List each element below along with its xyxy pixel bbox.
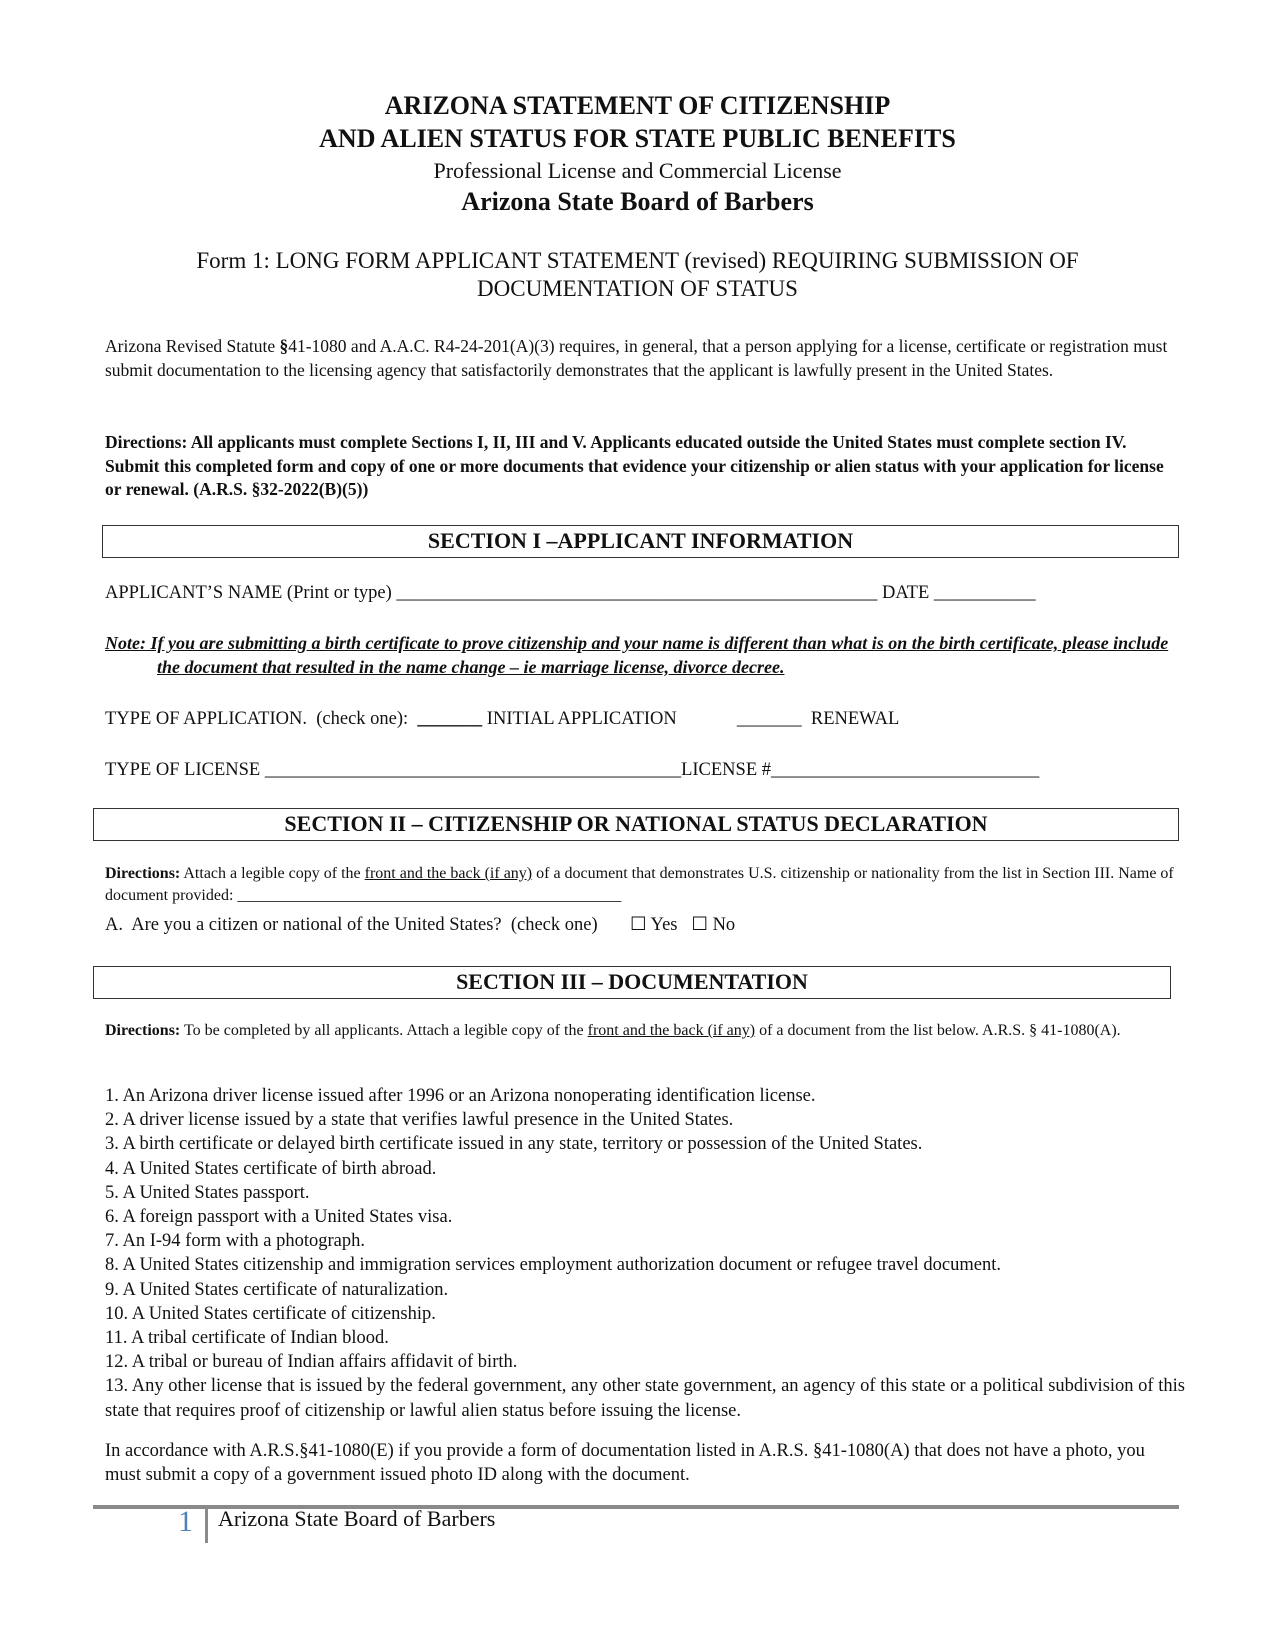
document-list (105, 1084, 1185, 1423)
directions-label: Directions: (105, 1022, 181, 1039)
renewal-label: RENEWAL (810, 709, 900, 729)
list-item: 11. A tribal certificate of Indian blood. (105, 1328, 389, 1349)
directions-label: Directions: (105, 865, 181, 882)
document-name-field: of a document that demonstrates U.S. citizenship or nationality from the list in Section III. Name of document provided: ________________________________________________ (105, 865, 1174, 904)
note-text: Note: If you are submitting a birth certificate to prove citizenship and your name is different than what is on the birth certificate, please include the document that resulted in the name change – ie marriage license, divorce decree. (105, 633, 1169, 677)
list-item: 4. A United States certificate of birth abroad. (105, 1158, 437, 1179)
board-name: Arizona State Board of Barbers (461, 187, 814, 216)
citizen-question: A. Are you a citizen or national of the United States? (check one) (105, 915, 598, 935)
directions-underlined: front and the back (if any) (364, 865, 533, 882)
footer-text: Arizona State Board of Barbers (218, 1506, 496, 1531)
section-2-directions (105, 863, 1180, 907)
directions-text: To be completed by all applicants. Attach a legible copy of the (180, 1022, 588, 1039)
list-item: 12. A tribal or bureau of Indian affairs affidavit of birth. (105, 1352, 518, 1373)
section-2-header: SECTION II – CITIZENSHIP OR NATIONAL STATUS DECLARATION (93, 808, 1179, 841)
no-checkbox[interactable]: ☐ No (691, 915, 736, 935)
list-item: 1. An Arizona driver license issued after 1996 or an Arizona nonoperating identification license. (105, 1086, 816, 1106)
directions-text-end: of a document from the list below. A.R.S. § 41-1080(A). (755, 1022, 1121, 1039)
list-item: 3. A birth certificate or delayed birth certificate issued in any state, territory or possession of the United States. (105, 1134, 923, 1155)
list-item: 7. An I-94 form with a photograph. (105, 1231, 365, 1252)
name-change-note (105, 631, 1180, 679)
list-item: 8. A United States citizenship and immigration services employment authorization document or refugee travel document. (105, 1255, 1001, 1276)
statute-text: 41-1080 and A.A.C. R4-24-201(A)(3) requires, in general, that a person applying for a license, certificate or registration must submit documentation to the licensing agency that satisfactorily demonstrates that the applicant is lawfully present in the United States. (105, 336, 1168, 380)
applicant-name-field[interactable]: APPLICANT’S NAME (Print or type) ____________________________________________________ DATE ___________ (105, 583, 1036, 603)
application-type-label: TYPE OF APPLICATION. (check one): (105, 709, 409, 729)
intro-paragraph (105, 335, 1180, 382)
title-line-1: ARIZONA STATEMENT OF CITIZENSHIP (384, 91, 891, 120)
intro-directions: Directions: All applicants must complete Sections I, II, III and V. Applicants educated outside the United States must complete section IV. Submit this completed form and copy of one or more documents that evidence your citizenship or alien status with your application for license or renewal. (A.R.S. §32-2022(B)(5)) (105, 432, 1164, 499)
list-item: 2. A driver license issued by a state that verifies lawful presence in the United States. (105, 1110, 734, 1131)
directions-underlined: front and the back (if any) (587, 1022, 756, 1039)
subtitle: Professional License and Commercial License (433, 158, 842, 183)
initial-application-label: INITIAL APPLICATION (486, 709, 677, 729)
directions-text: Attach a legible copy of the (180, 865, 365, 882)
section-3-header: SECTION III – DOCUMENTATION (93, 966, 1171, 999)
statute-prefix: Arizona Revised Statute (105, 336, 280, 356)
list-item: 10. A United States certificate of citizenship. (105, 1303, 436, 1324)
list-item: 9. A United States certificate of naturalization. (105, 1279, 449, 1300)
page-number: 1 (178, 1505, 193, 1538)
form-title-1: Form 1: LONG FORM APPLICANT STATEMENT (revised) REQUIRING SUBMISSION OF (196, 248, 1079, 273)
list-item: 13. Any other license that is issued by the federal government, any other state government, an agency of this state or a political subdivision of this state that requires proof of citizenship or lawful alien status before issuing the license. (105, 1376, 1185, 1421)
citizen-question-row (105, 914, 735, 936)
section-1-header: SECTION I –APPLICANT INFORMATION (102, 525, 1179, 558)
footer-divider (205, 1507, 208, 1543)
section-symbol: § (279, 336, 289, 356)
renewal-checkbox-blank[interactable]: _______ (736, 709, 802, 729)
initial-checkbox-blank[interactable]: _______ (417, 709, 483, 729)
form-title-2: DOCUMENTATION OF STATUS (477, 276, 798, 301)
yes-checkbox[interactable]: ☐ Yes (630, 915, 678, 935)
application-type-row (105, 709, 899, 730)
section-3-directions (105, 1020, 1180, 1042)
title-line-2: AND ALIEN STATUS FOR STATE PUBLIC BENEFITS (319, 124, 956, 153)
license-type-field[interactable]: TYPE OF LICENSE _____________________________________________LICENSE #_____________________________ (105, 760, 1040, 780)
list-item: 6. A foreign passport with a United States visa. (105, 1207, 453, 1228)
closing-paragraph: In accordance with A.R.S.§41-1080(E) if you provide a form of documentation listed in A.R.S. §41-1080(A) that does not have a photo, you must submit a copy of a government issued photo ID along with the document. (105, 1441, 1145, 1486)
list-item: 5. A United States passport. (105, 1182, 310, 1203)
